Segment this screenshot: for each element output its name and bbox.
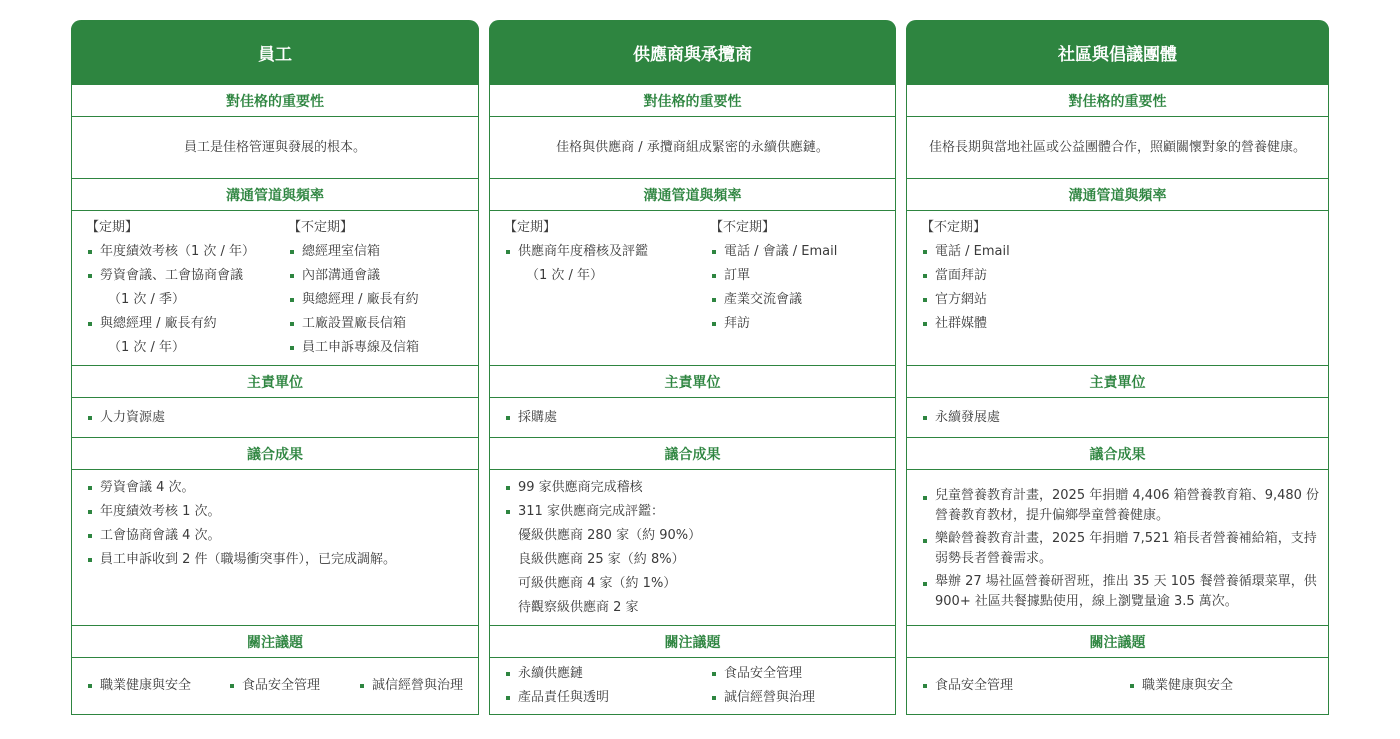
list-item: 永續供應鏈 — [504, 662, 704, 686]
list-item: 食品安全管理 — [710, 662, 895, 686]
topics-body — [72, 658, 478, 714]
list-item: （1 次 / 季） — [108, 292, 186, 307]
irregular-group — [288, 216, 478, 360]
unit-body — [907, 398, 1328, 437]
list-item: 勞資會議 4 次。 — [86, 476, 478, 500]
list-item: 待觀察級供應商 2 家 — [518, 600, 639, 615]
list-item: 311 家供應商完成評鑑： — [504, 500, 895, 524]
list-item: 人力資源處 — [86, 406, 165, 430]
list-item: 電話 / 會議 / Email — [710, 240, 895, 264]
topics-body — [490, 662, 895, 714]
list-item: 當面拜訪 — [921, 264, 1221, 288]
topics-header: 關注議題 — [907, 625, 1328, 658]
list-item: 訂單 — [710, 264, 895, 288]
list-item: 優級供應商 280 家（約 90%） — [518, 528, 702, 543]
topics-header: 關注議題 — [72, 625, 478, 658]
importance-header: 對佳格的重要性 — [907, 84, 1328, 117]
unit-header: 主責單位 — [490, 365, 895, 398]
irregular-label: 【不定期】 — [288, 220, 354, 235]
periodic-group — [504, 216, 704, 288]
channels-header: 溝通管道與頻率 — [907, 178, 1328, 211]
results-header: 議合成果 — [907, 437, 1328, 470]
list-item: 官方網站 — [921, 288, 1221, 312]
irregular-label: 【不定期】 — [921, 220, 987, 235]
list-item: 年度績效考核（1 次 / 年） — [86, 240, 286, 264]
list-item: 工會協商會議 4 次。 — [86, 524, 478, 548]
list-item: 職業健康與安全 — [86, 674, 228, 698]
channels-header: 溝通管道與頻率 — [490, 178, 895, 211]
importance-text: 佳格長期與當地社區或公益團體合作，照顧關懷對象的營養健康。 — [928, 139, 1306, 155]
periodic-label: 【定期】 — [86, 220, 139, 235]
list-item: 產品責任與透明 — [504, 686, 704, 710]
list-item: 員工申訴收到 2 件（職場衝突事件），已完成調解。 — [86, 548, 478, 572]
list-item: 舉辦 27 場社區營養研習班，推出 35 天 105 餐營養循環菜單，供 900+ 社區共餐據點使用，線上瀏覽量逾 3.5 萬次。 — [921, 572, 1320, 612]
unit-header: 主責單位 — [907, 365, 1328, 398]
stakeholder-column-employees — [71, 20, 479, 715]
periodic-group — [86, 216, 286, 360]
results-header: 議合成果 — [72, 437, 478, 470]
stakeholder-column-community — [906, 20, 1329, 715]
unit-body — [490, 398, 895, 437]
importance-header: 對佳格的重要性 — [490, 84, 895, 117]
list-item: 員工申訴專線及信箱 — [288, 336, 478, 360]
list-item: 拜訪 — [710, 312, 895, 336]
list-item: 工廠設置廠長信箱 — [288, 312, 478, 336]
list-item: 產業交流會議 — [710, 288, 895, 312]
list-item: 與總經理 / 廠長有約 — [288, 288, 478, 312]
list-item: 永續發展處 — [921, 406, 1000, 430]
list-item: 誠信經營與治理 — [358, 674, 463, 698]
results-header: 議合成果 — [490, 437, 895, 470]
irregular-group — [710, 216, 895, 336]
results-body — [72, 476, 478, 626]
list-item: 社群媒體 — [921, 312, 1221, 336]
channels-body — [490, 216, 895, 366]
column-title: 員工 — [71, 20, 479, 84]
list-item: 勞資會議、工會協商會議 — [86, 264, 286, 288]
irregular-group — [921, 216, 1221, 336]
column-title: 社區與倡議團體 — [906, 20, 1329, 84]
results-body — [490, 476, 895, 626]
list-item: 食品安全管理 — [228, 674, 358, 698]
stakeholder-column-suppliers — [489, 20, 896, 715]
list-item: 總經理室信箱 — [288, 240, 478, 264]
list-item: 99 家供應商完成稽核 — [504, 476, 895, 500]
list-item: 良級供應商 25 家（約 8%） — [518, 552, 685, 567]
channels-header: 溝通管道與頻率 — [72, 178, 478, 211]
unit-header: 主責單位 — [72, 365, 478, 398]
importance-header: 對佳格的重要性 — [72, 84, 478, 117]
channels-body — [72, 216, 478, 366]
column-title: 供應商與承攬商 — [489, 20, 896, 84]
list-item: 兒童營養教育計畫，2025 年捐贈 4,406 箱營養教育箱、9,480 份營養教育教材，提升偏鄉學童營養健康。 — [921, 486, 1320, 526]
topics-header: 關注議題 — [490, 625, 895, 658]
list-item: 採購處 — [504, 406, 557, 430]
list-item: 誠信經營與治理 — [710, 686, 895, 710]
list-item: 電話 / Email — [921, 240, 1221, 264]
list-item: 供應商年度稽核及評鑑 — [504, 240, 704, 264]
results-body — [907, 486, 1328, 626]
topics-body — [907, 658, 1328, 714]
list-item: 年度績效考核 1 次。 — [86, 500, 478, 524]
list-item: 與總經理 / 廠長有約 — [86, 312, 286, 336]
periodic-label: 【定期】 — [504, 220, 557, 235]
list-item: 可級供應商 4 家（約 1%） — [518, 576, 677, 591]
channels-body — [907, 216, 1328, 366]
list-item: 職業健康與安全 — [1128, 674, 1233, 698]
importance-text: 員工是佳格管運與發展的根本。 — [183, 139, 366, 155]
importance-text: 佳格與供應商 / 承攬商組成緊密的永續供應鏈。 — [556, 139, 829, 155]
list-item: 食品安全管理 — [921, 674, 1128, 698]
unit-body — [72, 398, 478, 437]
list-item: （1 次 / 年） — [526, 268, 604, 283]
list-item: （1 次 / 年） — [108, 340, 186, 355]
list-item: 樂齡營養教育計畫，2025 年捐贈 7,521 箱長者營養補給箱，支持弱勢長者營養需求。 — [921, 529, 1320, 569]
list-item: 內部溝通會議 — [288, 264, 478, 288]
irregular-label: 【不定期】 — [710, 220, 776, 235]
